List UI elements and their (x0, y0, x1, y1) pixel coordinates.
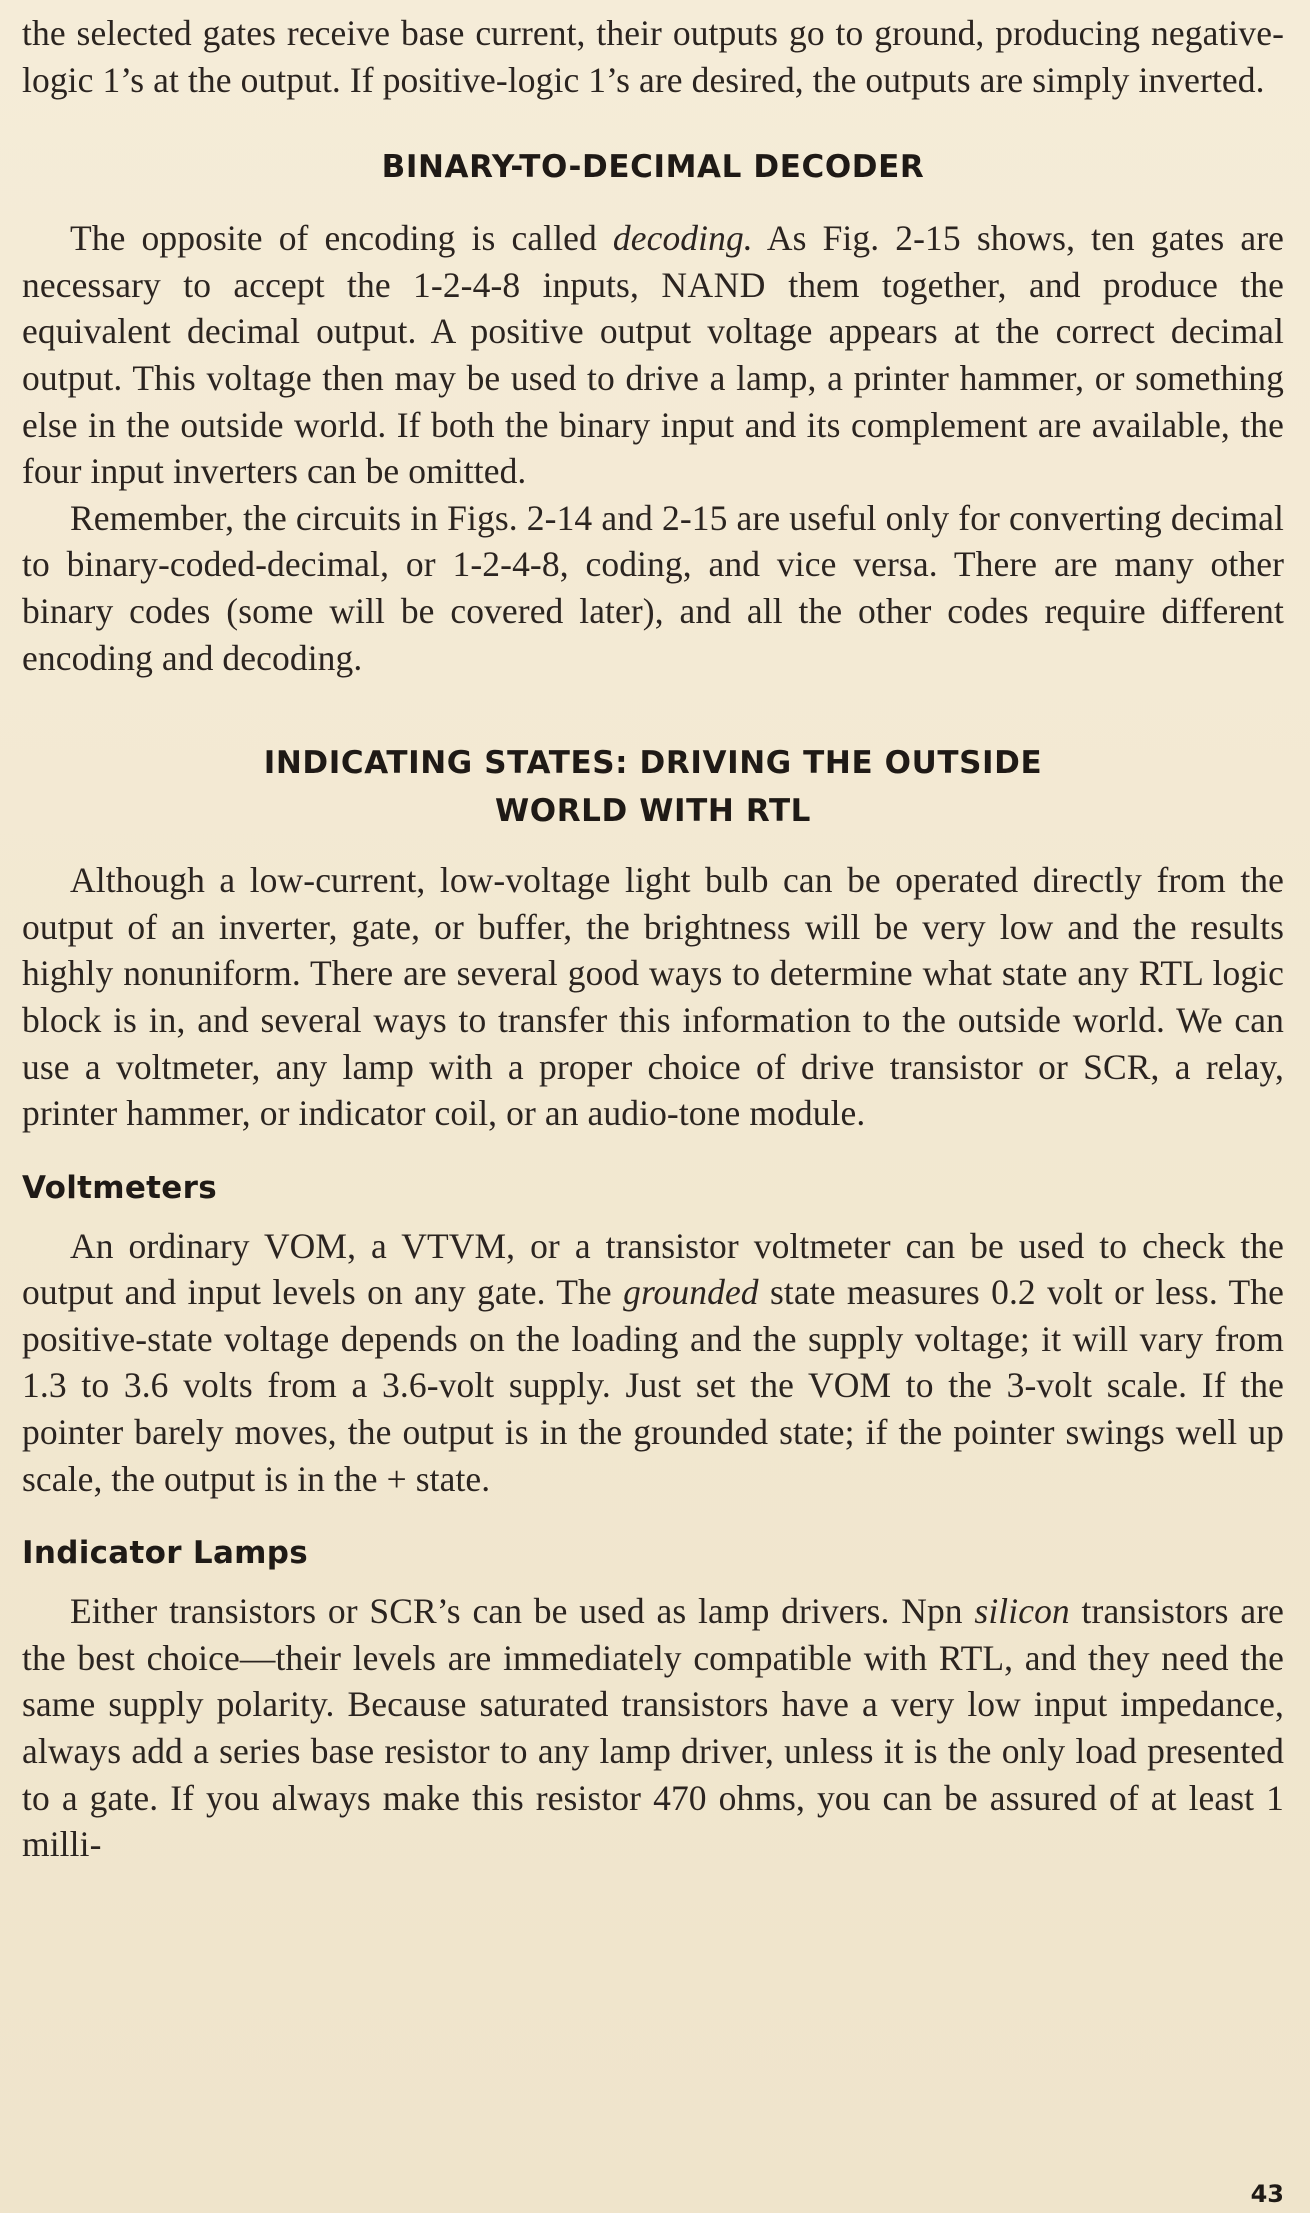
subheading-indicator-lamps: Indicator Lamps (22, 1535, 309, 1572)
subheading-voltmeters: Voltmeters (22, 1169, 217, 1206)
decoder-p1-text-a: The opposite of encoding is called (70, 218, 613, 259)
voltmeters-paragraph-1 (22, 1223, 1284, 1503)
decoder-p1-text-c: them together, and produce the equivalent decimal output. A positive output voltage appears at the correct decimal output. This voltage then may be used to drive a lamp, a printer hammer, or something else in the outside world. If both the binary input and its complement are available, the four input inverters can be omitted. (22, 264, 1284, 492)
indicating-paragraph-1: Although a low-current, low-voltage light bulb can be operated directly from the output of an inverter, gate, or buffer, the brightness will be very low and the results highly nonuniform. There are several good ways to determine what state any RTL logic block is in, and several ways to transfer this information to the outside world. We can use a voltmeter, any lamp with a proper choice of drive transistor or SCR, a relay, printer hammer, or indicator coil, or an audio-tone module. (22, 860, 1284, 1134)
indicating-heading-line-1: INDICATING STATES: DRIVING THE OUTSIDE (263, 745, 1043, 782)
text-column (22, 10, 1284, 1868)
lamps-p1-text-a: Either transistors or SCR’s can be used as lamp drivers. Npn (70, 1591, 975, 1632)
voltmeters-p1-emphasis: grounded (623, 1272, 759, 1313)
decoder-p1-smallcaps: NAND (661, 264, 766, 305)
decoder-p1-emphasis: decoding. (612, 218, 753, 259)
decoder-p1-text-b: As Fig. 2-15 shows, ten gates are necessary to accept the 1-2-4-8 inputs, (22, 218, 1284, 305)
voltmeters-p1-text-b: state measures 0.2 volt or less. The positive-state voltage depends on the loading and the supply voltage; it will vary from 1.3 to 3.6 volts from a 3.6-volt supply. Just set the VOM to the 3-volt scale. If the pointer barely moves, the output is in the grounded state; if the pointer swings well up scale, the output is in the + state. (22, 1272, 1285, 1499)
intro-paragraph: the selected gates receive base current, their outputs go to ground, producing negative-logic 1’s at the output. If positive-logic 1’s are desired, the outputs are simply inverted. (22, 13, 1284, 100)
page-number: 43 (1250, 2180, 1284, 2208)
lamps-paragraph-1 (22, 1588, 1284, 1868)
indicating-heading-line-2: WORLD WITH RTL (494, 793, 812, 830)
section-heading-decoder: BINARY-TO-DECIMAL DECODER (381, 149, 925, 186)
decoder-paragraph-1 (22, 215, 1284, 495)
decoder-paragraph-2: Remember, the circuits in Figs. 2-14 and 2-15 are useful only for converting decimal to binary-coded-decimal, or 1-2-4-8, coding, and vice versa. There are many other binary codes (some will be covered later), and all the other codes require different encoding and decoding. (22, 497, 1284, 678)
lamps-p1-emphasis: silicon (974, 1591, 1070, 1632)
section-heading-indicating (22, 739, 1284, 835)
voltmeters-p1-text-a: An ordinary VOM, a VTVM, or a transistor voltmeter can be used to check the output and input levels on any gate. The (22, 1225, 1284, 1313)
lamps-p1-text-b: transistors are the best choice—their levels are immediately compatible with RTL, and they need the same supply polarity. Because saturated transistors have a very low input impedance, always add a series base resistor to any lamp driver, unless it is the only load presented to a gate. If you always make this resistor 470 ohms, you can be assured of at least 1 milli- (22, 1591, 1284, 1865)
